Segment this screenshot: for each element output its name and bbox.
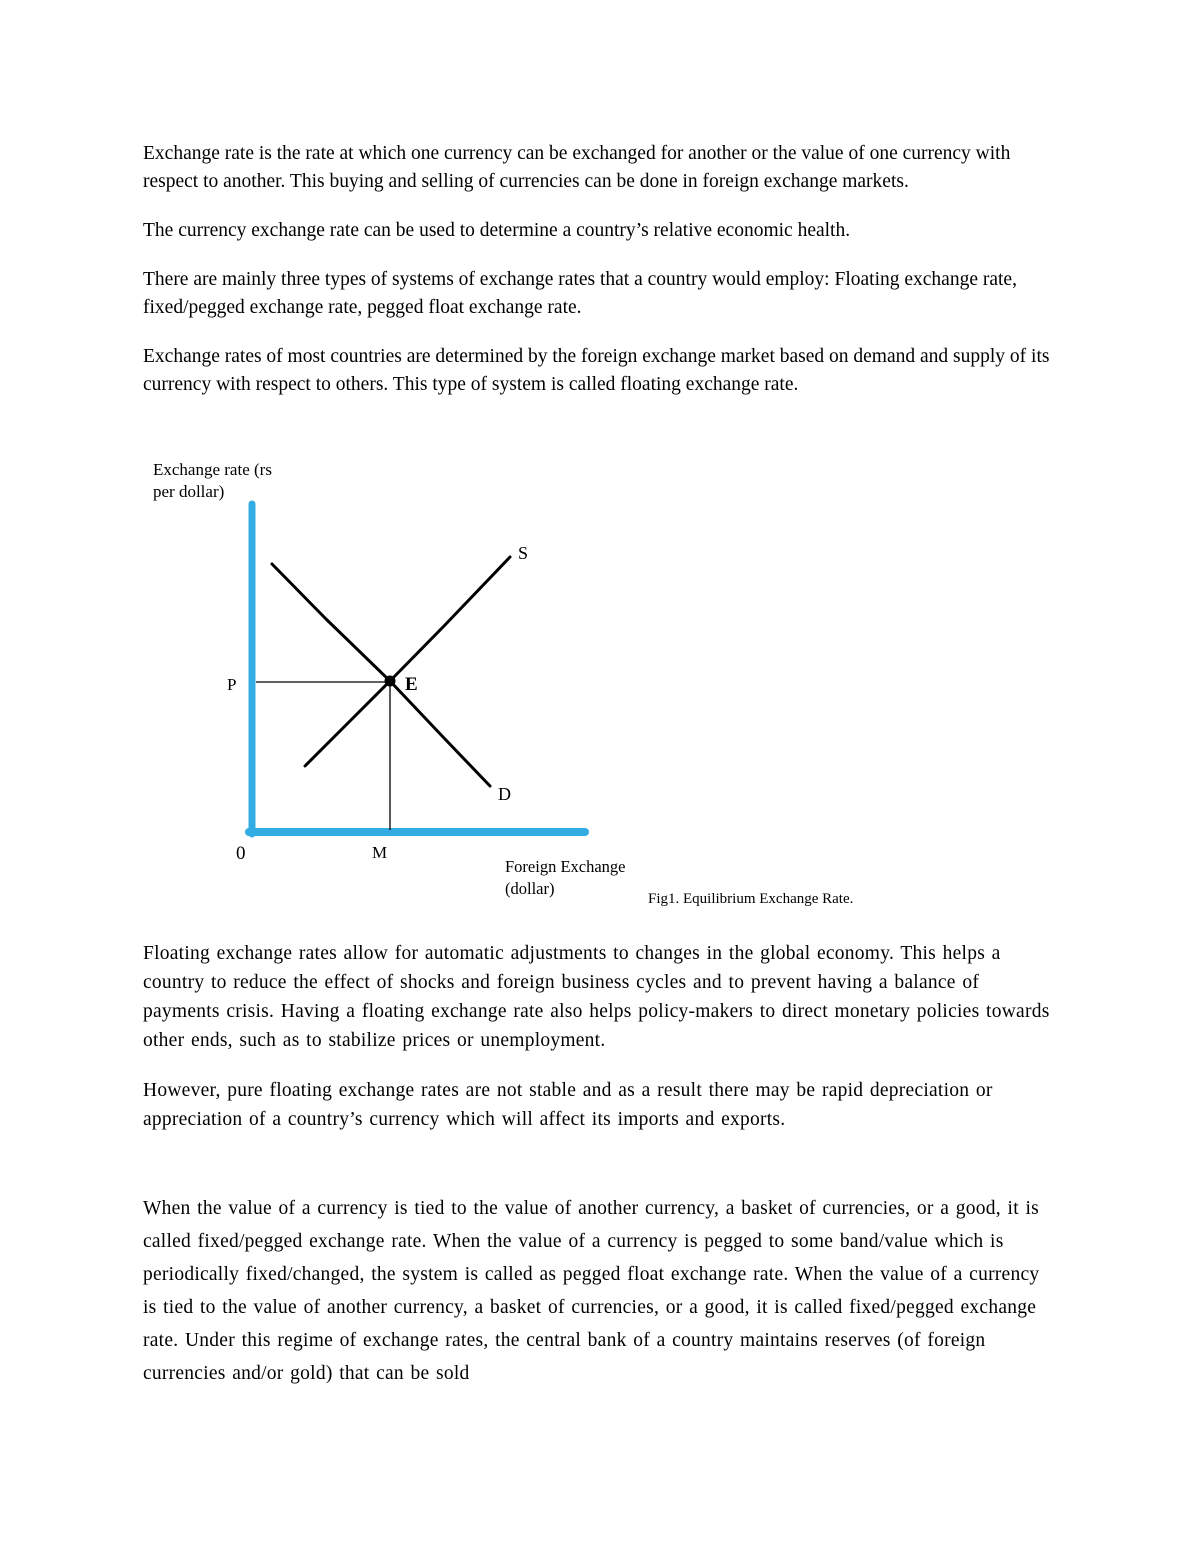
figure-caption: Fig1. Equilibrium Exchange Rate. [648, 891, 854, 907]
demand-curve [272, 564, 490, 786]
paragraph-floating-rate-definition: Exchange rates of most countries are determined by the foreign exchange market based on demand and supply of its currency with respect to others. This type of system is called floating exchange rate. [143, 346, 1050, 395]
supply-curve [305, 557, 510, 766]
supply-demand-diagram [143, 455, 1060, 910]
paragraph-floating-drawbacks: However, pure floating exchange rates are not stable and as a result there may be rapid depreciation or appreciation of a country’s currency which will affect its imports and exports. [143, 1080, 993, 1130]
x-axis-title-line2: (dollar) [505, 879, 555, 898]
demand-label: D [498, 784, 511, 804]
y-axis-title-line1: Exchange rate (rs [153, 460, 272, 479]
paragraph-three-types: There are mainly three types of systems of exchange rates that a country would employ: Floating exchange rate, fixed/pegged exchange rate, pegged float exchange rate. [143, 269, 1017, 318]
x-axis-title-line1: Foreign Exchange [505, 857, 626, 876]
price-label: P [227, 675, 237, 694]
y-axis-title-line2: per dollar) [153, 482, 225, 501]
equilibrium-point [385, 676, 396, 687]
paragraph-economic-health: The currency exchange rate can be used to determine a country’s relative economic health. [143, 220, 851, 241]
quantity-label: M [372, 843, 388, 862]
figure-equilibrium-exchange-rate [143, 455, 1060, 915]
supply-label: S [518, 543, 529, 563]
paragraph-exchange-rate-definition: Exchange rate is the rate at which one currency can be exchanged for another or the value of one currency with respect to another. This buying and selling of currencies can be done in foreign exchange markets. [143, 143, 1011, 192]
paragraph-fixed-pegged: When the value of a currency is tied to the value of another currency, a basket of currencies, or a good, it is called fixed/pegged exchange rate. When the value of a currency is pegged to some band/value which is periodically fixed/changed, the system is called as pegged float exchange rate. When the value of a currency is tied to the value of another currency, a basket of currencies, or a good, it is called fixed/pegged exchange rate. Under this regime of exchange rates, the central bank of a country maintains reserves (of foreign currencies and/or gold) that can be sold [143, 1198, 1040, 1384]
origin-label: 0 [236, 843, 246, 864]
document-content [143, 140, 1060, 1411]
equilibrium-label: E [405, 674, 418, 695]
paragraph-floating-advantages: Floating exchange rates allow for automatic adjustments to changes in the global economy. This helps a country to reduce the effect of shocks and foreign business cycles and to prevent having a balance of payments crisis. Having a floating exchange rate also helps policy-makers to direct monetary policies towards other ends, such as to stabilize prices or unemployment. [143, 943, 1050, 1051]
